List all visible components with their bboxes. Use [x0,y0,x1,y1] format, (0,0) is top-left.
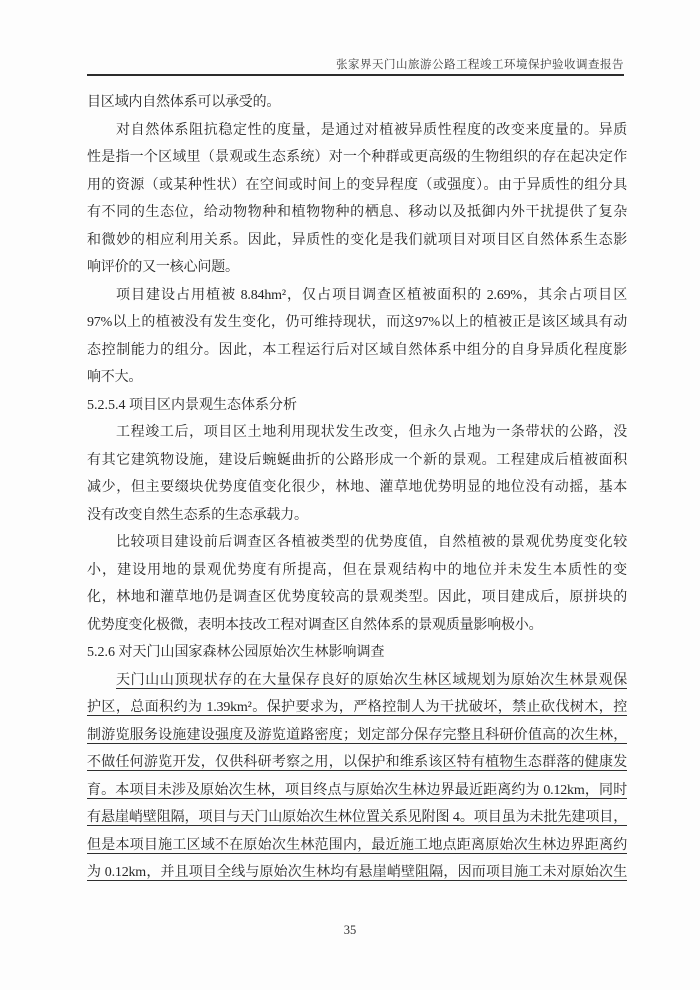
running-header-title: 张家界天门山旅游公路工程竣工环境保护验收调查报告 [336,59,624,71]
page-number: 35 [343,923,357,937]
text-line: 响不大。 [87,370,143,385]
text-line: 97%以上的植被没有发生变化，仍可维持现状，而这97%以上的植被正是该区域具有动 [87,315,627,330]
paragraph [87,529,627,639]
document-body [87,89,627,887]
text-line: 天门山山顶现状存的在大量保存良好的原始次生林区域规划为原始次生林景观保 [116,672,627,688]
header-rule [87,74,624,76]
text-line: 工程竣工后，项目区土地利用现状发生改变，但永久占地为一条带状的公路，没 [116,425,627,440]
section-heading-5-2-6: 5.2.6 对天门山国家森林公园原始次生林影响调查 [87,645,385,660]
text-line: 态控制能力的组分。因此，本工程运行后对区域自然体系中组分的自身异质化程度影 [87,342,627,358]
text-line: 减少，但主要缀块优势度值变化很少，林地、灌草地优势明显的地位没有动摇，基本 [87,480,627,495]
text-line: 对自然体系阻抗稳定性的度量，是通过对植被异质性程度的改变来度量的。异质 [116,122,627,138]
text-line: 性是指一个区域里（景观或生态系统）对一个种群或更高级的生物组织的存在起决定作 [87,150,627,165]
paragraph [87,89,627,117]
text-line: 有悬崖峭壁阻隔，项目与天门山原始次生林位置关系见附图 4。项目虽为未批先建项目， [87,810,627,825]
text-line: 优势度变化极微，表明本技改工程对调查区自然体系的景观质量影响极小。 [87,617,543,633]
text-line: 目区域内自然体系可以承受的。 [87,95,281,110]
paragraph [87,282,627,392]
text-line: 比较项目建设前后调查区各植被类型的优势度值，自然植被的景观优势度变化较 [116,535,627,550]
paragraph [87,419,627,529]
text-line: 有其它建筑物设施，建设后蜿蜒曲折的公路形成一个新的景观。工程建成后植被面积 [87,452,627,468]
text-line: 化，林地和灌草地仍是调查区优势度较高的景观类型。因此，项目建成后，原拼块的 [87,590,627,605]
text-line: 育。本项目未涉及原始次生林，项目终点与原始次生林边界最近距离约为 0.12km，同时 [87,782,627,798]
text-line: 护区，总面积约为 1.39km²。保护要求为，严格控制人为干扰破坏，禁止砍伐树木，控 [87,700,627,715]
text-line: 小，建设用地的景观优势度有所提高，但在景观结构中的地位并未发生本质性的变 [87,562,627,578]
paragraph [87,117,627,282]
text-line: 用的资源（或某种性状）在空间或时间上的变异程度（或强度）。由于异质性的组分具 [87,177,627,193]
text-line: 响评价的又一核心问题。 [87,260,239,275]
text-line: 但是本项目施工区域不在原始次生林范围内，最近施工地点距离原始次生林边界距离约 [87,837,627,853]
text-line: 和微妙的相应利用关系。因此，异质性的变化是我们就项目对项目区自然体系生态影 [87,232,627,248]
text-line: 项目建设占用植被 8.84hm²，仅占项目调查区植被面积的 2.69%，其余占项目区 [116,287,627,303]
text-line: 不做任何游览开发，仅供科研考察之用，以保护和维系该区特有植物生态群落的健康发 [87,755,627,770]
paragraph-underlined [87,667,627,887]
text-line: 制游览服务设施建设强度及游览道路密度；划定部分保存完整且科研价值高的次生林， [87,727,627,743]
text-line: 有不同的生态位，给动物物种和植物物种的栖息、移动以及抵御内外干扰提供了复杂 [87,205,627,220]
text-line: 为 0.12km，并且项目全线与原始次生林均有悬崖峭壁阻隔，因而项目施工未对原始次生 [87,865,627,880]
text-line: 没有改变自然生态系的生态承载力。 [87,507,308,523]
section-heading-5-2-5-4: 5.2.5.4 项目区内景观生态体系分析 [87,397,297,413]
